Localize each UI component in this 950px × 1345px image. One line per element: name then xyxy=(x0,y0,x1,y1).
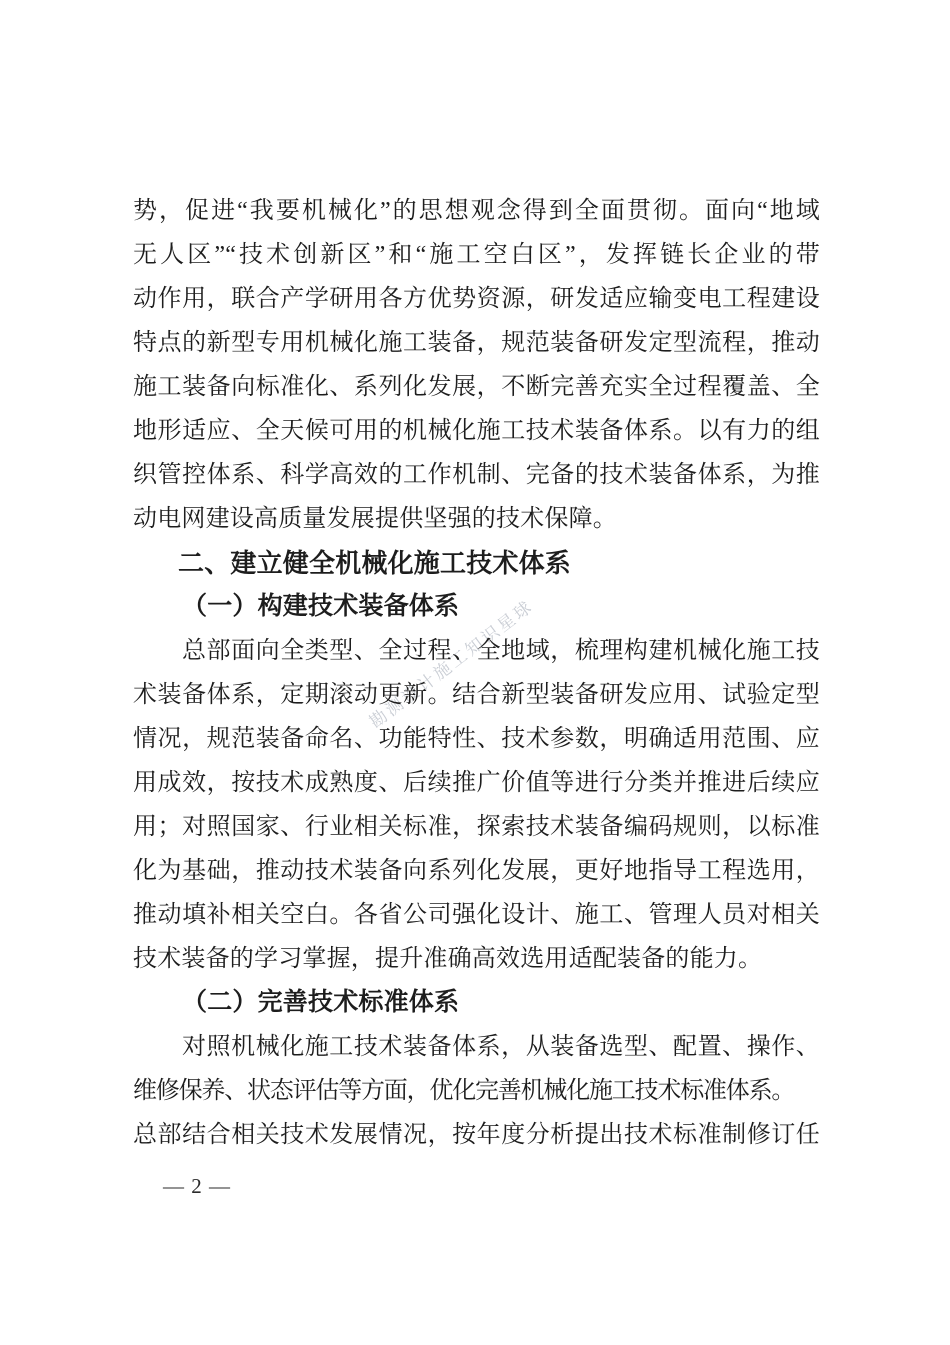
section-heading: 二、建立健全机械化施工技术体系 xyxy=(178,548,572,578)
text-line: 用；对照国家、行业相关标准，探索技术装备编码规则，以标准 xyxy=(133,814,820,840)
document-body xyxy=(133,189,820,1157)
text-line: 施工装备向标准化、系列化发展，不断完善充实全过程覆盖、全 xyxy=(133,374,820,400)
text-line: 总部面向全类型、全过程、全地域，梳理构建机械化施工技 xyxy=(182,638,820,664)
text-line: 维修保养、状态评估等方面，优化完善机械化施工技术标准体系。 xyxy=(133,1078,795,1104)
page-number: — 2 — xyxy=(163,1174,231,1198)
text-line: 化为基础，推动技术装备向系列化发展，更好地指导工程选用， xyxy=(133,858,820,884)
text-line: 对照机械化施工技术装备体系，从装备选型、配置、操作、 xyxy=(182,1034,820,1060)
text-line: 用成效，按技术成熟度、后续推广价值等进行分类并推进后续应 xyxy=(133,770,820,796)
text-line: 术装备体系，定期滚动更新。结合新型装备研发应用、试验定型 xyxy=(133,682,820,708)
text-line: 动电网建设高质量发展提供坚强的技术保障。 xyxy=(133,506,617,532)
text-line: 织管控体系、科学高效的工作机制、完备的技术装备体系，为推 xyxy=(133,462,820,488)
text-line: 技术装备的学习掌握，提升准确高效选用适配装备的能力。 xyxy=(133,946,763,972)
text-line: 情况，规范装备命名、功能特性、技术参数，明确适用范围、应 xyxy=(133,726,820,752)
text-line: 动作用，联合产学研用各方优势资源，研发适应输变电工程建设 xyxy=(133,286,820,312)
text-line: 势，促进“我要机械化”的思想观念得到全面贯彻。面向“地域 xyxy=(133,198,820,224)
text-line: 推动填补相关空白。各省公司强化设计、施工、管理人员对相关 xyxy=(133,902,820,928)
text-line: 地形适应、全天候可用的机械化施工技术装备体系。以有力的组 xyxy=(133,418,820,444)
text-line: 无人区”“技术创新区”和“施工空白区”，发挥链长企业的带 xyxy=(133,242,820,268)
sub-heading: （二）完善技术标准体系 xyxy=(182,989,460,1016)
sub-heading: （一）构建技术装备体系 xyxy=(182,593,460,620)
watermark: 勘测设计施工知识星球 xyxy=(366,596,538,732)
text-line: 总部结合相关技术发展情况，按年度分析提出技术标准制修订任 xyxy=(133,1122,820,1148)
text-line: 特点的新型专用机械化施工装备，规范装备研发定型流程，推动 xyxy=(133,330,820,356)
